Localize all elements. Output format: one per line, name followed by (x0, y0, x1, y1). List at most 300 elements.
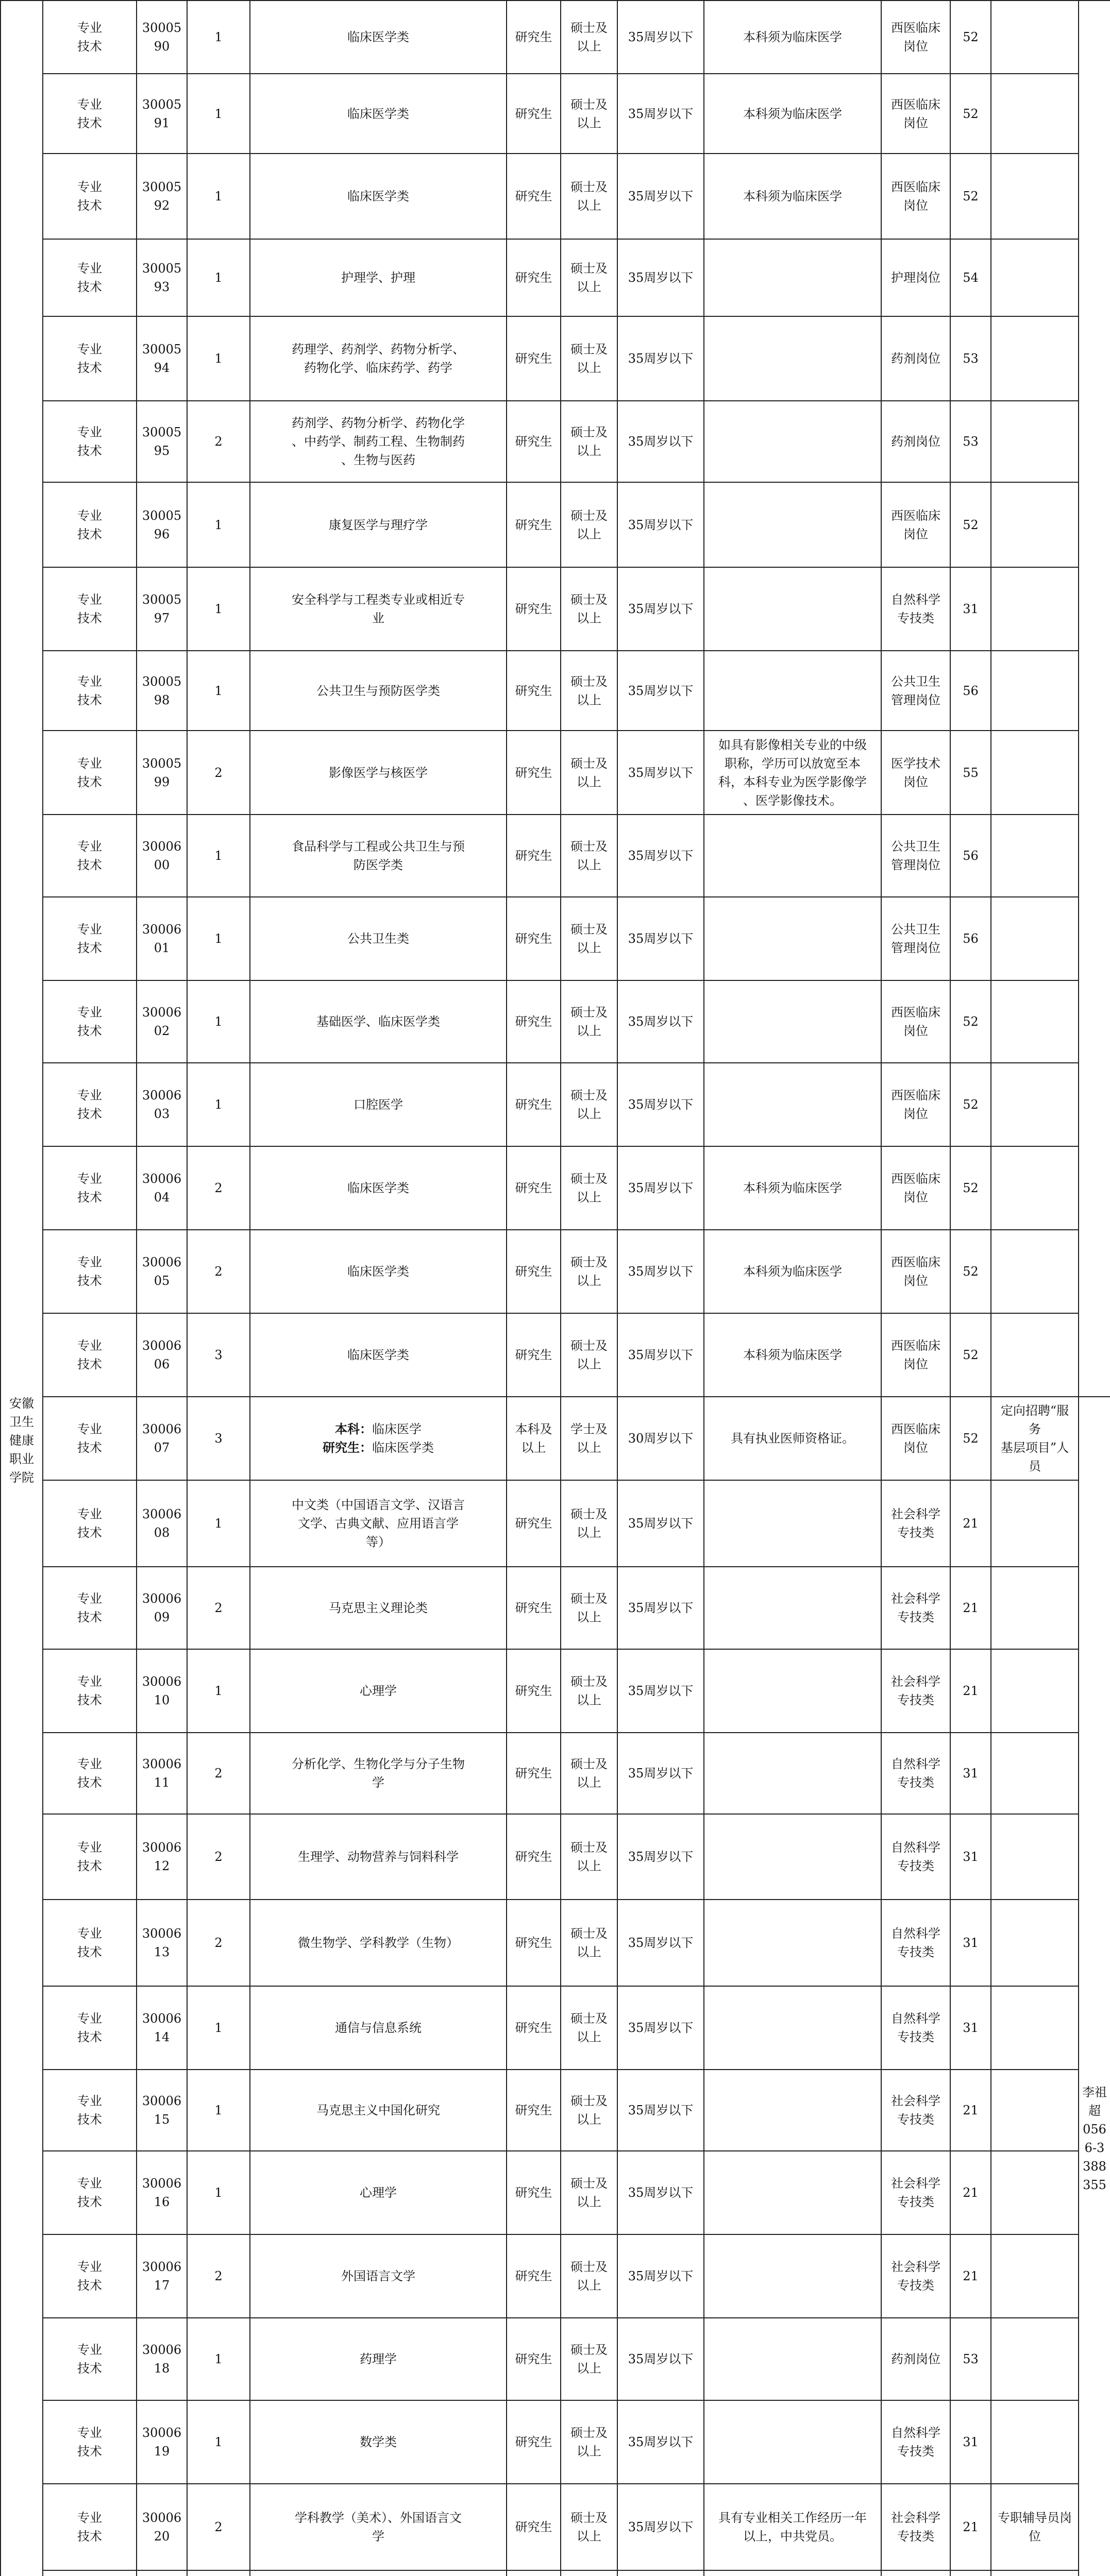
education-cell: 研究生 (507, 2234, 561, 2318)
exam-code-cell: 31 (950, 1814, 991, 1900)
age-limit-cell: 35周岁以下 (617, 482, 704, 567)
age-limit-cell: 35周岁以下 (617, 1567, 704, 1649)
hire-count-cell: 1 (187, 1649, 250, 1733)
age-limit-cell: 35周岁以下 (617, 2318, 704, 2400)
degree-cell: 硕士及 以上 (561, 980, 617, 1063)
table-row (1, 2234, 1110, 2318)
hire-count-cell: 2 (187, 401, 250, 482)
degree-level-label: 研究生： (323, 1440, 372, 1455)
exam-code-cell: 52 (950, 482, 991, 567)
education-cell: 研究生 (507, 2070, 561, 2151)
education-cell: 研究生 (507, 239, 561, 316)
exam-code-cell: 52 (950, 1, 991, 74)
table-row (1, 651, 1110, 731)
category-cell: 专业 技术 (43, 1, 137, 74)
hire-count-cell: 2 (187, 1230, 250, 1313)
post-type-cell: 自然科学 专技类 (881, 1814, 950, 1900)
category-cell: 专业 技术 (43, 2234, 137, 2318)
position-code-cell: 3000614 (137, 1986, 187, 2070)
age-limit-cell: 35周岁以下 (617, 897, 704, 980)
age-limit-cell: 35周岁以下 (617, 1313, 704, 1397)
age-limit-cell: 35周岁以下 (617, 731, 704, 815)
hire-count-cell: 1 (187, 1, 250, 74)
notes-cell (991, 731, 1079, 815)
age-limit-cell: 35周岁以下 (617, 567, 704, 651)
hire-count-cell: 1 (187, 74, 250, 154)
education-cell: 研究生 (507, 1986, 561, 2070)
exam-code-cell: 53 (950, 401, 991, 482)
major-requirement-cell: 药理学 (250, 2318, 507, 2400)
degree-cell: 硕士及 以上 (561, 1480, 617, 1567)
table-row (1, 1, 1110, 74)
major-requirement-cell: 影像医学与核医学 (250, 731, 507, 815)
exam-code-cell: 21 (950, 2234, 991, 2318)
position-code-cell: 3000616 (137, 2151, 187, 2234)
table-row (1, 980, 1110, 1063)
notes-cell (991, 154, 1079, 239)
education-cell: 研究生 (507, 1, 561, 74)
age-limit-cell: 35周岁以下 (617, 1733, 704, 1814)
position-code-cell: 3000592 (137, 154, 187, 239)
post-type-cell: 社会科学 专技类 (881, 1480, 950, 1567)
other-requirement-cell: 本科须为临床医学 (704, 1146, 881, 1230)
position-code-cell: 3000612 (137, 1814, 187, 1900)
exam-code-cell: 52 (950, 1063, 991, 1146)
hire-count-cell: 2 (187, 2484, 250, 2570)
notes-cell (991, 1733, 1079, 1814)
category-cell (43, 2570, 137, 2576)
other-requirement-cell (704, 815, 881, 897)
education-cell: 研究生 (507, 316, 561, 401)
post-type-cell: 西医临床 岗位 (881, 1397, 950, 1480)
degree-cell: 硕士及 以上 (561, 482, 617, 567)
degree-cell: 硕士及 以上 (561, 567, 617, 651)
position-code-cell: 3000597 (137, 567, 187, 651)
post-type-cell: 西医临床 岗位 (881, 1, 950, 74)
other-requirement-cell: 本科须为临床医学 (704, 74, 881, 154)
degree-cell: 硕士及 以上 (561, 2070, 617, 2151)
exam-code-cell: 21 (950, 1567, 991, 1649)
table-row (1, 1313, 1110, 1397)
degree-cell: 硕士及 以上 (561, 897, 617, 980)
hire-count-cell: 1 (187, 2151, 250, 2234)
degree-cell: 硕士及 以上 (561, 1567, 617, 1649)
hire-count-cell: 1 (187, 1063, 250, 1146)
education-cell: 研究生 (507, 567, 561, 651)
major-requirement-cell: 分析化学、生物化学与分子生物 学 (250, 1733, 507, 1814)
education-cell: 研究生 (507, 651, 561, 731)
degree-cell (561, 2570, 617, 2576)
category-cell: 专业 技术 (43, 2400, 137, 2484)
category-cell: 专业 技术 (43, 1567, 137, 1649)
hire-count-cell: 2 (187, 1567, 250, 1649)
major-requirement-cell: 微生物学、学科教学（生物） (250, 1900, 507, 1986)
education-cell: 研究生 (507, 1063, 561, 1146)
major-requirement-cell: 临床医学类 (250, 154, 507, 239)
exam-code-cell (950, 2570, 991, 2576)
hire-count-cell: 1 (187, 154, 250, 239)
hire-count-cell: 2 (187, 1814, 250, 1900)
category-cell: 专业 技术 (43, 1986, 137, 2070)
notes-cell (991, 1063, 1079, 1146)
table-row (1, 815, 1110, 897)
post-type-cell: 社会科学 专技类 (881, 2234, 950, 2318)
other-requirement-cell (704, 2070, 881, 2151)
table-row (1, 2151, 1110, 2234)
notes-cell (991, 897, 1079, 980)
post-type-cell: 西医临床 岗位 (881, 1313, 950, 1397)
degree-level-label: 本科： (335, 1421, 372, 1436)
degree-cell: 硕士及 以上 (561, 1900, 617, 1986)
exam-code-cell: 56 (950, 897, 991, 980)
notes-cell: 定向招聘“服务 基层项目”人员 (991, 1397, 1079, 1480)
table-row (1, 74, 1110, 154)
notes-cell (991, 815, 1079, 897)
position-code-cell: 3000602 (137, 980, 187, 1063)
major-requirement-cell: 公共卫生类 (250, 897, 507, 980)
major-requirement-cell (250, 1397, 507, 1480)
notes-cell (991, 567, 1079, 651)
post-type-cell: 护理岗位 (881, 239, 950, 316)
post-type-cell: 公共卫生 管理岗位 (881, 897, 950, 980)
degree-cell: 硕士及 以上 (561, 2234, 617, 2318)
major-requirement-cell: 公共卫生与预防医学类 (250, 651, 507, 731)
exam-code-cell: 54 (950, 239, 991, 316)
major-requirement-cell: 药理学、药剂学、药物分析学、 药物化学、临床药学、药学 (250, 316, 507, 401)
age-limit-cell: 35周岁以下 (617, 2070, 704, 2151)
hire-count-cell: 2 (187, 1733, 250, 1814)
education-cell: 研究生 (507, 482, 561, 567)
degree-cell: 硕士及 以上 (561, 1649, 617, 1733)
degree-cell: 硕士及 以上 (561, 2400, 617, 2484)
education-cell: 研究生 (507, 897, 561, 980)
exam-code-cell: 52 (950, 1397, 991, 1480)
position-code-cell: 3000615 (137, 2070, 187, 2151)
position-code-cell: 3000617 (137, 2234, 187, 2318)
major-requirement-cell: 心理学 (250, 2151, 507, 2234)
hire-count-cell: 1 (187, 1986, 250, 2070)
degree-cell: 硕士及 以上 (561, 1986, 617, 2070)
exam-code-cell: 31 (950, 1986, 991, 2070)
degree-cell: 硕士及 以上 (561, 2318, 617, 2400)
table-row (1, 1814, 1110, 1900)
education-cell: 研究生 (507, 1567, 561, 1649)
education-cell: 研究生 (507, 1146, 561, 1230)
other-requirement-cell (704, 897, 881, 980)
notes-cell (991, 1230, 1079, 1313)
education-cell: 研究生 (507, 1480, 561, 1567)
education-cell: 研究生 (507, 1230, 561, 1313)
age-limit-cell (617, 2570, 704, 2576)
notes-cell (991, 1814, 1079, 1900)
hire-count-cell: 2 (187, 731, 250, 815)
notes-cell (991, 74, 1079, 154)
other-requirement-cell (704, 567, 881, 651)
other-requirement-cell: 如具有影像相关专业的中级 职称，学历可以放宽至本 科，本科专业为医学影像学 、医学影像技术。 (704, 731, 881, 815)
age-limit-cell: 35周岁以下 (617, 401, 704, 482)
age-limit-cell: 35周岁以下 (617, 651, 704, 731)
category-cell: 专业 技术 (43, 815, 137, 897)
other-requirement-cell (704, 1063, 881, 1146)
other-requirement-cell (704, 1480, 881, 1567)
table-row (1, 1146, 1110, 1230)
table-row (1, 401, 1110, 482)
exam-code-cell: 52 (950, 1230, 991, 1313)
notes-cell (991, 316, 1079, 401)
hire-count-cell: 1 (187, 2070, 250, 2151)
post-type-cell: 公共卫生 管理岗位 (881, 651, 950, 731)
other-requirement-cell (704, 651, 881, 731)
post-type-cell: 社会科学 专技类 (881, 2484, 950, 2570)
table-row (1, 2318, 1110, 2400)
other-requirement-cell (704, 1649, 881, 1733)
hire-count-cell: 2 (187, 1146, 250, 1230)
post-type-cell: 西医临床 岗位 (881, 1146, 950, 1230)
education-cell: 本科及 以上 (507, 1397, 561, 1480)
position-code-cell: 3000619 (137, 2400, 187, 2484)
notes-cell (991, 1900, 1079, 1986)
degree-cell: 硕士及 以上 (561, 1, 617, 74)
category-cell: 专业 技术 (43, 1230, 137, 1313)
post-type-cell (881, 2570, 950, 2576)
exam-code-cell: 52 (950, 1146, 991, 1230)
notes-cell (991, 2151, 1079, 2234)
degree-cell: 硕士及 以上 (561, 239, 617, 316)
age-limit-cell: 35周岁以下 (617, 980, 704, 1063)
notes-cell: 专职辅导员岗位 (991, 2484, 1079, 2570)
table-row (1, 1063, 1110, 1146)
other-requirement-cell: 具有专业相关工作经历一年 以上，中共党员。 (704, 2484, 881, 2570)
position-code-cell: 3000600 (137, 815, 187, 897)
table-row (1, 1986, 1110, 2070)
age-limit-cell: 35周岁以下 (617, 2484, 704, 2570)
age-limit-cell: 35周岁以下 (617, 74, 704, 154)
hire-count-cell: 1 (187, 567, 250, 651)
table-row (1, 1900, 1110, 1986)
education-cell: 研究生 (507, 74, 561, 154)
major-line (254, 1438, 503, 1457)
notes-cell (991, 1, 1079, 74)
position-code-cell: 3000591 (137, 74, 187, 154)
degree-cell: 硕士及 以上 (561, 651, 617, 731)
category-cell: 专业 技术 (43, 1313, 137, 1397)
category-cell: 专业 技术 (43, 154, 137, 239)
major-requirement-cell: 马克思主义中国化研究 (250, 2070, 507, 2151)
exam-code-cell: 55 (950, 731, 991, 815)
major-requirement-cell: 药剂学、药物分析学、药物化学 、中药学、制药工程、生物制药 、生物与医药 (250, 401, 507, 482)
education-cell: 研究生 (507, 980, 561, 1063)
post-type-cell: 自然科学 专技类 (881, 1900, 950, 1986)
age-limit-cell: 35周岁以下 (617, 154, 704, 239)
education-cell: 研究生 (507, 1649, 561, 1733)
table-row (1, 2570, 1110, 2576)
other-requirement-cell (704, 2234, 881, 2318)
education-cell: 研究生 (507, 1814, 561, 1900)
major-requirement-cell (250, 2570, 507, 2576)
hire-count-cell: 1 (187, 482, 250, 567)
table-row (1, 567, 1110, 651)
major-requirement-cell: 通信与信息系统 (250, 1986, 507, 2070)
major-requirement-cell: 护理学、护理 (250, 239, 507, 316)
post-type-cell: 自然科学 专技类 (881, 1733, 950, 1814)
age-limit-cell: 35周岁以下 (617, 1986, 704, 2070)
table-row (1, 731, 1110, 815)
exam-code-cell: 31 (950, 2400, 991, 2484)
exam-code-cell: 21 (950, 2151, 991, 2234)
age-limit-cell: 35周岁以下 (617, 1146, 704, 1230)
degree-cell: 硕士及 以上 (561, 1814, 617, 1900)
major-requirement-cell: 康复医学与理疗学 (250, 482, 507, 567)
category-cell: 专业 技术 (43, 2318, 137, 2400)
post-type-cell: 自然科学 专技类 (881, 1986, 950, 2070)
table-row (1, 154, 1110, 239)
other-requirement-cell: 本科须为临床医学 (704, 154, 881, 239)
category-cell: 专业 技术 (43, 1814, 137, 1900)
category-cell: 专业 技术 (43, 1480, 137, 1567)
major-requirement-cell: 临床医学类 (250, 74, 507, 154)
position-code-cell: 3000610 (137, 1649, 187, 1733)
notes-cell (991, 1567, 1079, 1649)
post-type-cell: 社会科学 专技类 (881, 1567, 950, 1649)
position-code-cell: 3000595 (137, 401, 187, 482)
degree-cell: 硕士及 以上 (561, 2151, 617, 2234)
post-type-cell: 西医临床 岗位 (881, 980, 950, 1063)
age-limit-cell: 35周岁以下 (617, 1900, 704, 1986)
exam-code-cell: 21 (950, 1480, 991, 1567)
major-line (254, 1420, 503, 1438)
position-code-cell: 3000611 (137, 1733, 187, 1814)
category-cell: 专业 技术 (43, 1649, 137, 1733)
position-code-cell: 3000603 (137, 1063, 187, 1146)
hire-count-cell: 1 (187, 1480, 250, 1567)
position-code-cell: 3000590 (137, 1, 187, 74)
table-row (1, 1649, 1110, 1733)
position-code-cell: 3000599 (137, 731, 187, 815)
notes-cell (991, 1986, 1079, 2070)
notes-cell (991, 1313, 1079, 1397)
other-requirement-cell (704, 2151, 881, 2234)
age-limit-cell: 35周岁以下 (617, 1814, 704, 1900)
category-cell: 专业 技术 (43, 74, 137, 154)
notes-cell (991, 1480, 1079, 1567)
education-cell: 研究生 (507, 1900, 561, 1986)
exam-code-cell: 52 (950, 1313, 991, 1397)
exam-code-cell: 21 (950, 2070, 991, 2151)
degree-cell: 硕士及 以上 (561, 154, 617, 239)
other-requirement-cell (704, 2400, 881, 2484)
category-cell: 专业 技术 (43, 1063, 137, 1146)
age-limit-cell: 35周岁以下 (617, 1230, 704, 1313)
other-requirement-cell (704, 2570, 881, 2576)
position-code-cell: 3000620 (137, 2484, 187, 2570)
age-limit-cell: 30周岁以下 (617, 1397, 704, 1480)
other-requirement-cell: 本科须为临床医学 (704, 1230, 881, 1313)
age-limit-cell: 35周岁以下 (617, 815, 704, 897)
post-type-cell: 公共卫生 管理岗位 (881, 815, 950, 897)
other-requirement-cell (704, 482, 881, 567)
degree-cell: 硕士及 以上 (561, 316, 617, 401)
notes-cell (991, 1146, 1079, 1230)
age-limit-cell: 35周岁以下 (617, 1480, 704, 1567)
hire-count-cell: 2 (187, 2234, 250, 2318)
notes-cell (991, 2070, 1079, 2151)
notes-cell (991, 1649, 1079, 1733)
table-row (1, 316, 1110, 401)
position-code-cell: 3000593 (137, 239, 187, 316)
major-requirement-cell: 食品科学与工程或公共卫生与预 防医学类 (250, 815, 507, 897)
age-limit-cell: 35周岁以下 (617, 2151, 704, 2234)
other-requirement-cell (704, 401, 881, 482)
position-code-cell: 3000601 (137, 897, 187, 980)
age-limit-cell: 35周岁以下 (617, 1, 704, 74)
position-code-cell: 3000613 (137, 1900, 187, 1986)
notes-cell (991, 2400, 1079, 2484)
major-name: 临床医学类 (372, 1440, 434, 1455)
post-type-cell: 西医临床 岗位 (881, 482, 950, 567)
position-code-cell: 3000605 (137, 1230, 187, 1313)
category-cell: 专业 技术 (43, 1900, 137, 1986)
notes-cell (991, 401, 1079, 482)
category-cell: 专业 技术 (43, 897, 137, 980)
notes-cell (991, 2570, 1079, 2576)
major-requirement-cell: 学科教学（美术）、外国语言文 学 (250, 2484, 507, 2570)
hire-count-cell: 1 (187, 239, 250, 316)
post-type-cell: 药剂岗位 (881, 401, 950, 482)
position-code-cell: 3000608 (137, 1480, 187, 1567)
notes-cell (991, 239, 1079, 316)
hire-count-cell: 1 (187, 815, 250, 897)
notes-cell (991, 980, 1079, 1063)
position-code-cell (137, 2570, 187, 2576)
table-row (1, 239, 1110, 316)
age-limit-cell: 35周岁以下 (617, 316, 704, 401)
major-requirement-cell: 临床医学类 (250, 1, 507, 74)
other-requirement-cell (704, 1814, 881, 1900)
category-cell: 专业 技术 (43, 239, 137, 316)
hire-count-cell (187, 2570, 250, 2576)
hire-count-cell: 1 (187, 897, 250, 980)
table-row (1, 1480, 1110, 1567)
category-cell: 专业 技术 (43, 482, 137, 567)
position-code-cell: 3000596 (137, 482, 187, 567)
degree-cell: 硕士及 以上 (561, 401, 617, 482)
other-requirement-cell (704, 2318, 881, 2400)
post-type-cell: 药剂岗位 (881, 2318, 950, 2400)
major-requirement-cell: 中文类（中国语言文学、汉语言 文学、古典文献、应用语言学 等） (250, 1480, 507, 1567)
education-cell: 研究生 (507, 2484, 561, 2570)
education-cell: 研究生 (507, 1733, 561, 1814)
education-cell: 研究生 (507, 401, 561, 482)
major-requirement-cell: 数学类 (250, 2400, 507, 2484)
age-limit-cell: 35周岁以下 (617, 239, 704, 316)
exam-code-cell: 53 (950, 2318, 991, 2400)
degree-cell: 硕士及 以上 (561, 1313, 617, 1397)
post-type-cell: 医学技术 岗位 (881, 731, 950, 815)
education-cell: 研究生 (507, 154, 561, 239)
major-requirement-cell: 心理学 (250, 1649, 507, 1733)
exam-code-cell: 52 (950, 980, 991, 1063)
exam-code-cell: 31 (950, 1733, 991, 1814)
table-row (1, 1733, 1110, 1814)
category-cell: 专业 技术 (43, 1146, 137, 1230)
other-requirement-cell (704, 316, 881, 401)
major-requirement-cell: 临床医学类 (250, 1313, 507, 1397)
hire-count-cell: 3 (187, 1313, 250, 1397)
contact-cell: 李祖超 0566-3388355 (1079, 1397, 1110, 2576)
table-row (1, 2400, 1110, 2484)
degree-cell: 硕士及 以上 (561, 1733, 617, 1814)
age-limit-cell: 35周岁以下 (617, 1063, 704, 1146)
